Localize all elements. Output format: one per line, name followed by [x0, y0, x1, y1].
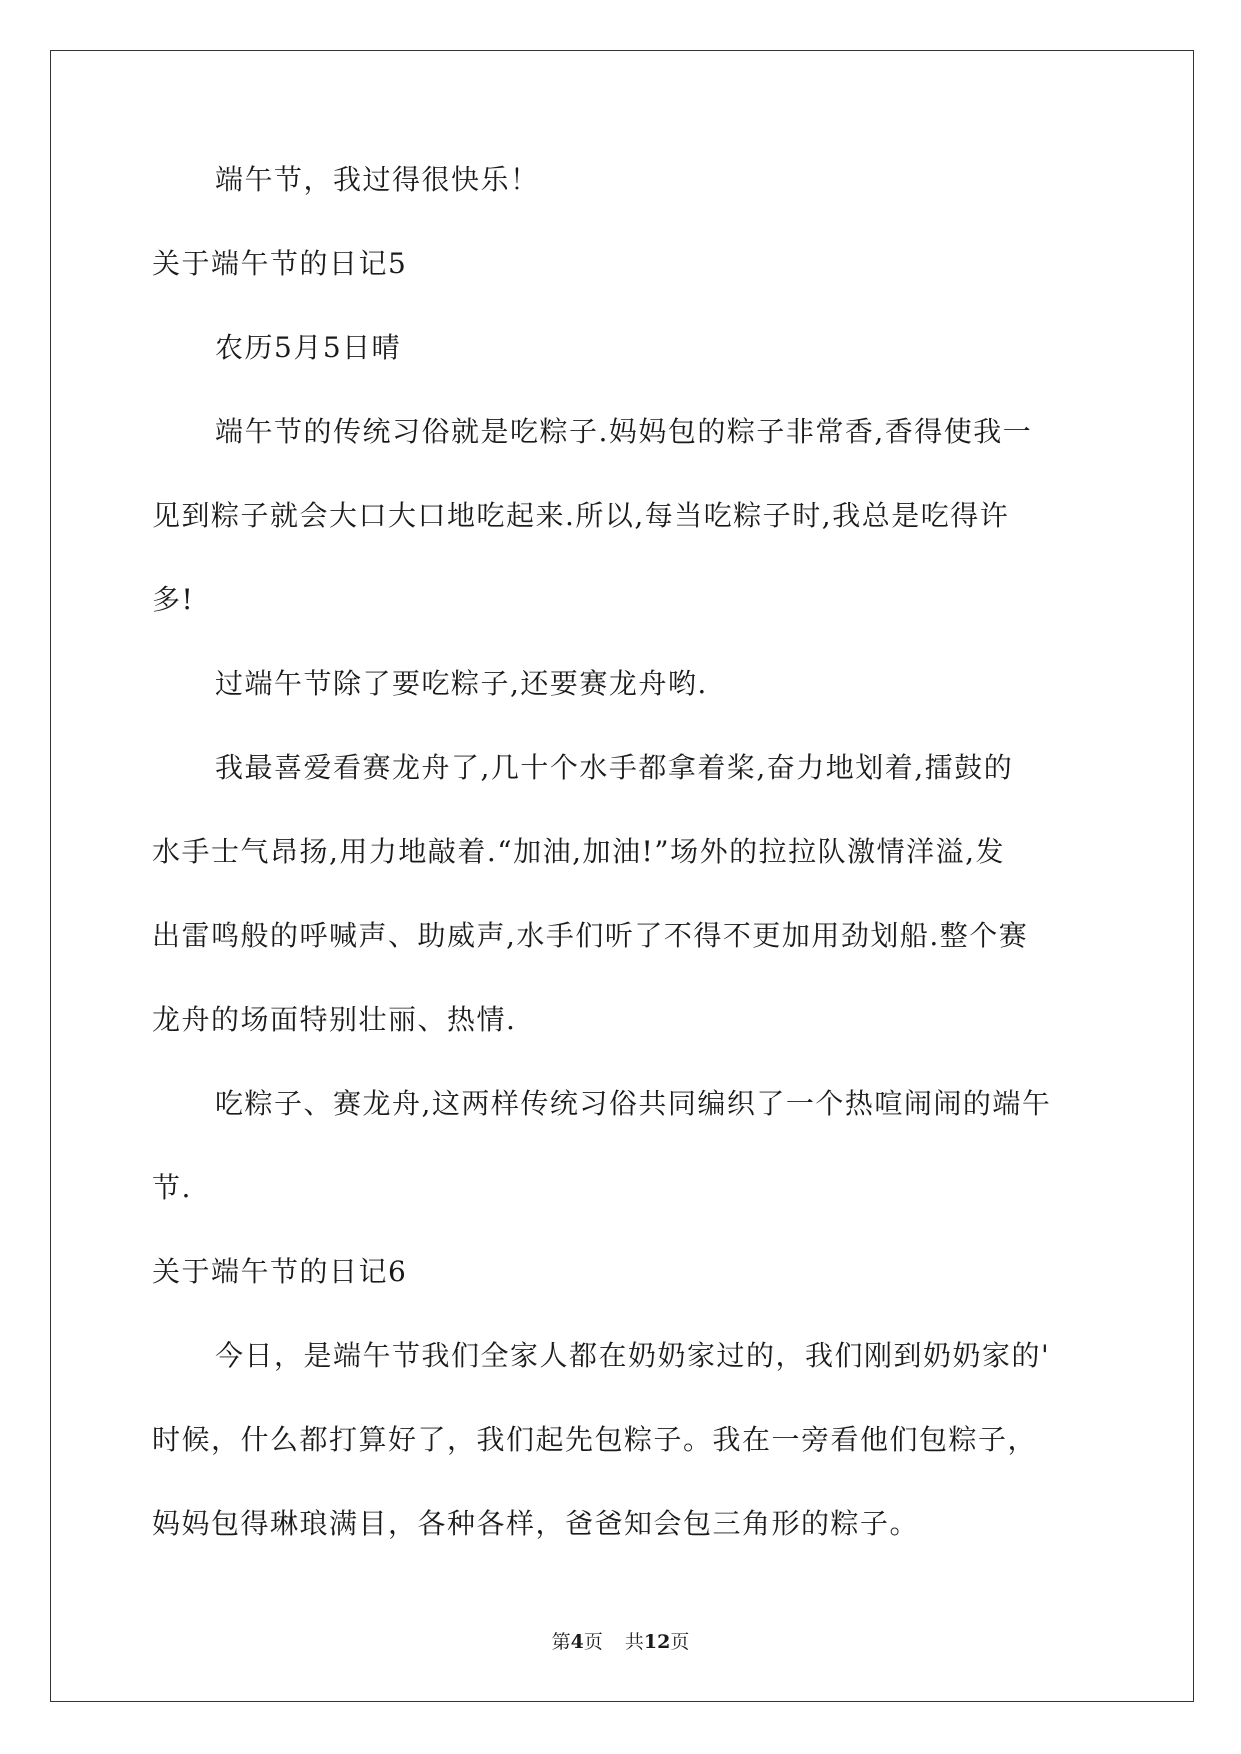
page-suffix: 页: [583, 1631, 603, 1653]
paragraph-line: 水手士气昂扬,用力地敲着.“加油,加油!”场外的拉拉队激情洋溢,发: [152, 835, 1005, 868]
paragraph-line: 出雷鸣般的呼喊声、助威声,水手们听了不得不更加用劲划船.整个赛: [152, 919, 1029, 952]
paragraph-line: 端午节，我过得很快乐！: [215, 163, 540, 196]
paragraph-line: 我最喜爱看赛龙舟了,几十个水手都拿着桨,奋力地划着,擂鼓的: [215, 751, 1014, 784]
paragraph-line: 过端午节除了要吃粽子,还要赛龙舟哟.: [215, 667, 708, 700]
paragraph-line: 时候，什么都打算好了，我们起先包粽子。我在一旁看他们包粽子，: [152, 1423, 1038, 1456]
paragraph-line: 见到粽子就会大口大口地吃起来.所以,每当吃粽子时,我总是吃得许: [152, 499, 1010, 532]
section-heading: 关于端午节的日记5: [152, 247, 408, 280]
section-heading: 关于端午节的日记6: [152, 1255, 408, 1288]
paragraph-line: 节.: [152, 1171, 192, 1204]
paragraph-line: 多!: [152, 583, 195, 616]
page-prefix: 第: [551, 1631, 571, 1653]
paragraph-line: 龙舟的场面特别壮丽、热情.: [152, 1003, 517, 1036]
total-suffix: 页: [670, 1631, 690, 1653]
paragraph-line: 今日，是端午节我们全家人都在奶奶家过的，我们刚到奶奶家的': [215, 1339, 1051, 1372]
paragraph-line: 端午节的传统习俗就是吃粽子.妈妈包的粽子非常香,香得使我一: [215, 415, 1033, 448]
page-number: 4: [570, 1631, 584, 1653]
document-body: [152, 160, 1092, 1544]
total-prefix: 共: [624, 1631, 644, 1653]
diary-date-line: 农历5月5日晴: [215, 331, 402, 364]
page-footer: [0, 1630, 1241, 1654]
paragraph-line: 吃粽子、赛龙舟,这两样传统习俗共同编织了一个热喧闹闹的端午: [215, 1087, 1052, 1120]
paragraph-line: 妈妈包得琳琅满目，各种各样，爸爸知会包三角形的粽子。: [152, 1507, 920, 1540]
total-pages: 12: [643, 1631, 671, 1653]
